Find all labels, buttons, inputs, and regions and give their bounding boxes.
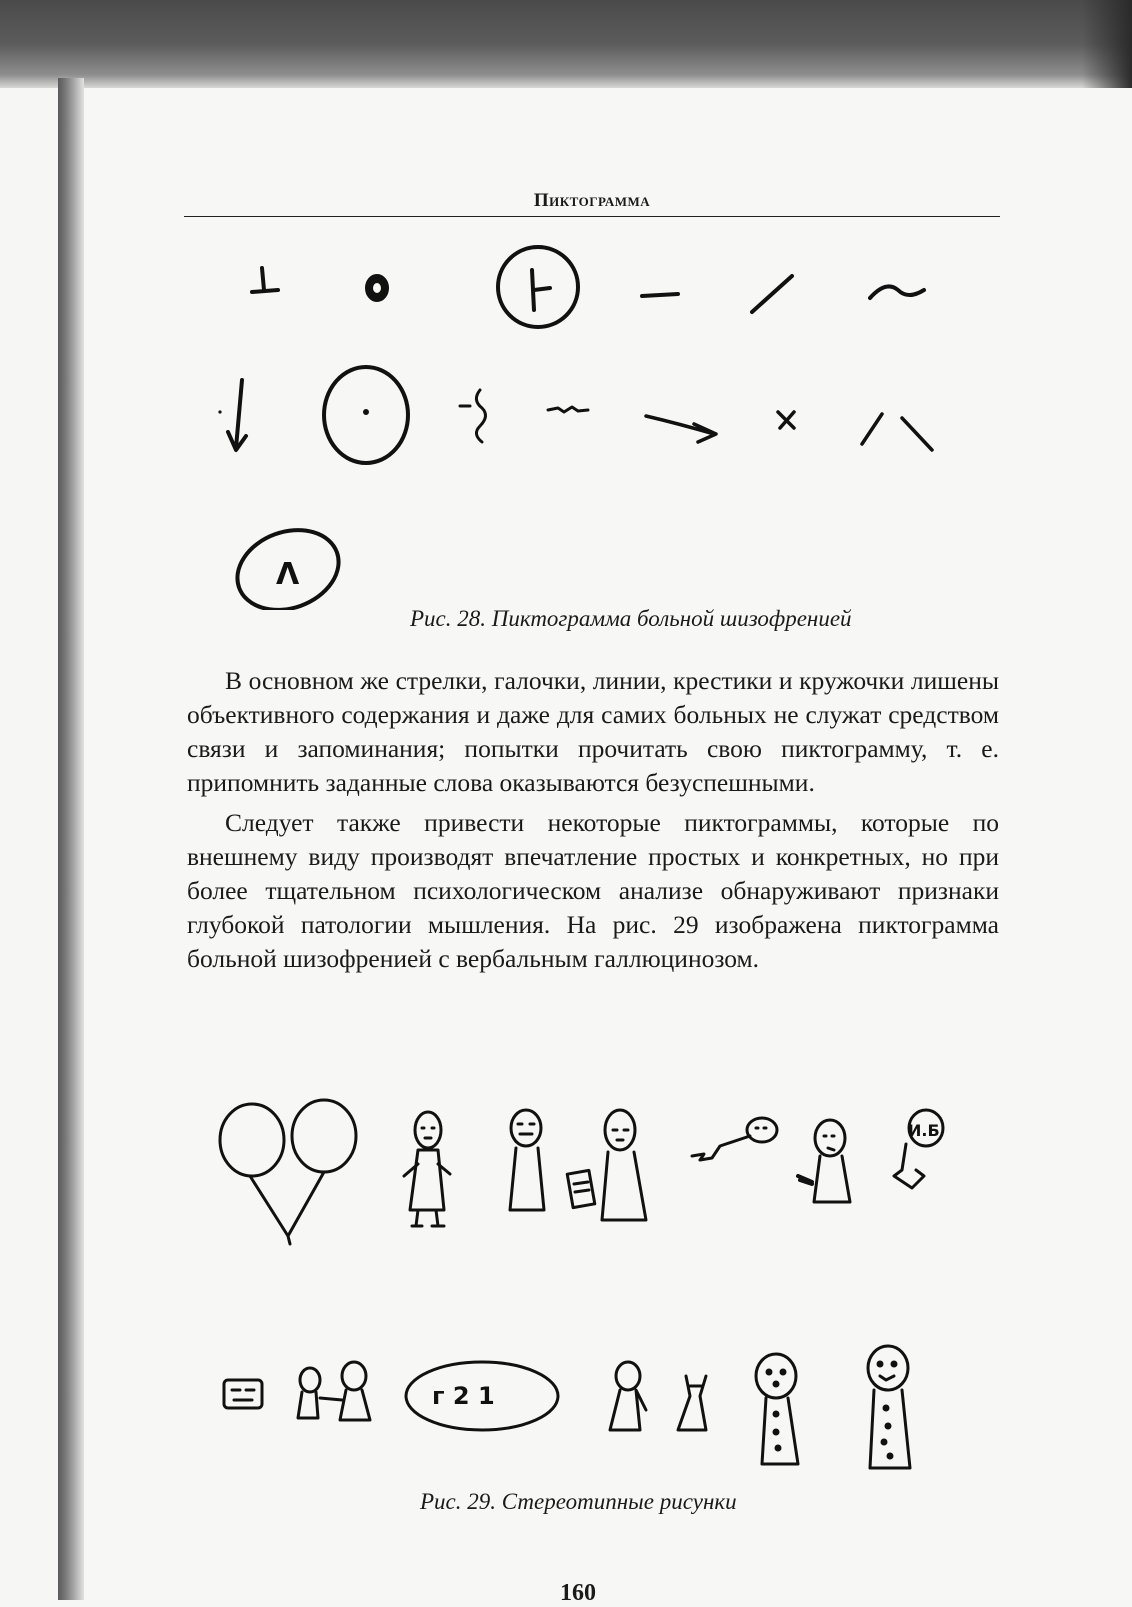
drawing-figure-dotted-1 (756, 1354, 798, 1464)
drawing-reaching-hand (692, 1118, 777, 1160)
drawing-boxed-face (224, 1380, 262, 1408)
drawing-figure-standing (404, 1112, 450, 1226)
glyph-caret (862, 414, 932, 450)
header-rule (184, 216, 1000, 217)
glyph-circle-with-mark (498, 247, 578, 327)
speech-glyph: И.Б (908, 1121, 940, 1140)
glyph-l-shape (252, 268, 278, 292)
figure-28-caption: Рис. 28. Пиктограмма больной шизофренией (410, 606, 852, 631)
paragraph-2: Следует также привести некоторые пиктограммы, которые по внешнему виду производят впечатление простых и конкретных, но при более тщательном психологическом анализе обнаруживают признаки глубокой патологии мышления. На рис. 29 изображена пиктограмма больной шизофренией с вербальным галлюцинозом. (187, 808, 999, 973)
glyph-wavy-line (460, 390, 486, 442)
oval-numbers: г 2 1 (432, 1382, 495, 1410)
glyph-tilde (870, 286, 924, 298)
glyph-small-dot (218, 410, 221, 413)
figure-29-caption: Рис. 29. Стереотипные рисунки (420, 1489, 737, 1514)
drawing-two-balloons (220, 1100, 356, 1244)
drawing-figure-with-arm (610, 1362, 646, 1430)
drawing-figure-dotted-2 (868, 1346, 910, 1468)
drawing-figure-sitting (510, 1110, 544, 1210)
running-header: Пиктограмма (533, 190, 651, 211)
drawing-figure-with-pen (798, 1120, 850, 1202)
book-spine-shadow (58, 78, 84, 1600)
page-number: 160 (560, 1580, 596, 1606)
glyph-down-arrow (228, 380, 246, 450)
glyph-arrow-right (646, 416, 716, 442)
glyph-slash (752, 276, 792, 312)
drawing-figure-tall (678, 1376, 706, 1430)
scan-shadow-top (0, 0, 1132, 88)
glyph-short-dash (642, 294, 678, 296)
paragraph-1: В основном же стрелки, галочки, линии, крестики и кружочки лишены объективного содержания и даже для самих больных не служат средством связи и запоминания; попытки прочитать свою пиктограмму, т. е. припомнить заданные слова оказываются безуспешными. (187, 666, 999, 797)
body-text (187, 664, 999, 982)
figure-29-drawing (200, 1080, 960, 1480)
glyph-lambda: Λ (276, 557, 300, 592)
drawing-two-figures (298, 1362, 370, 1420)
figure-28-drawing (180, 240, 980, 610)
glyph-filled-oval (367, 276, 387, 300)
glyph-cross (778, 412, 794, 428)
drawing-figure-with-book (567, 1110, 646, 1220)
glyph-circle-with-dot (324, 367, 408, 463)
glyph-zigzag-dash (548, 407, 588, 412)
